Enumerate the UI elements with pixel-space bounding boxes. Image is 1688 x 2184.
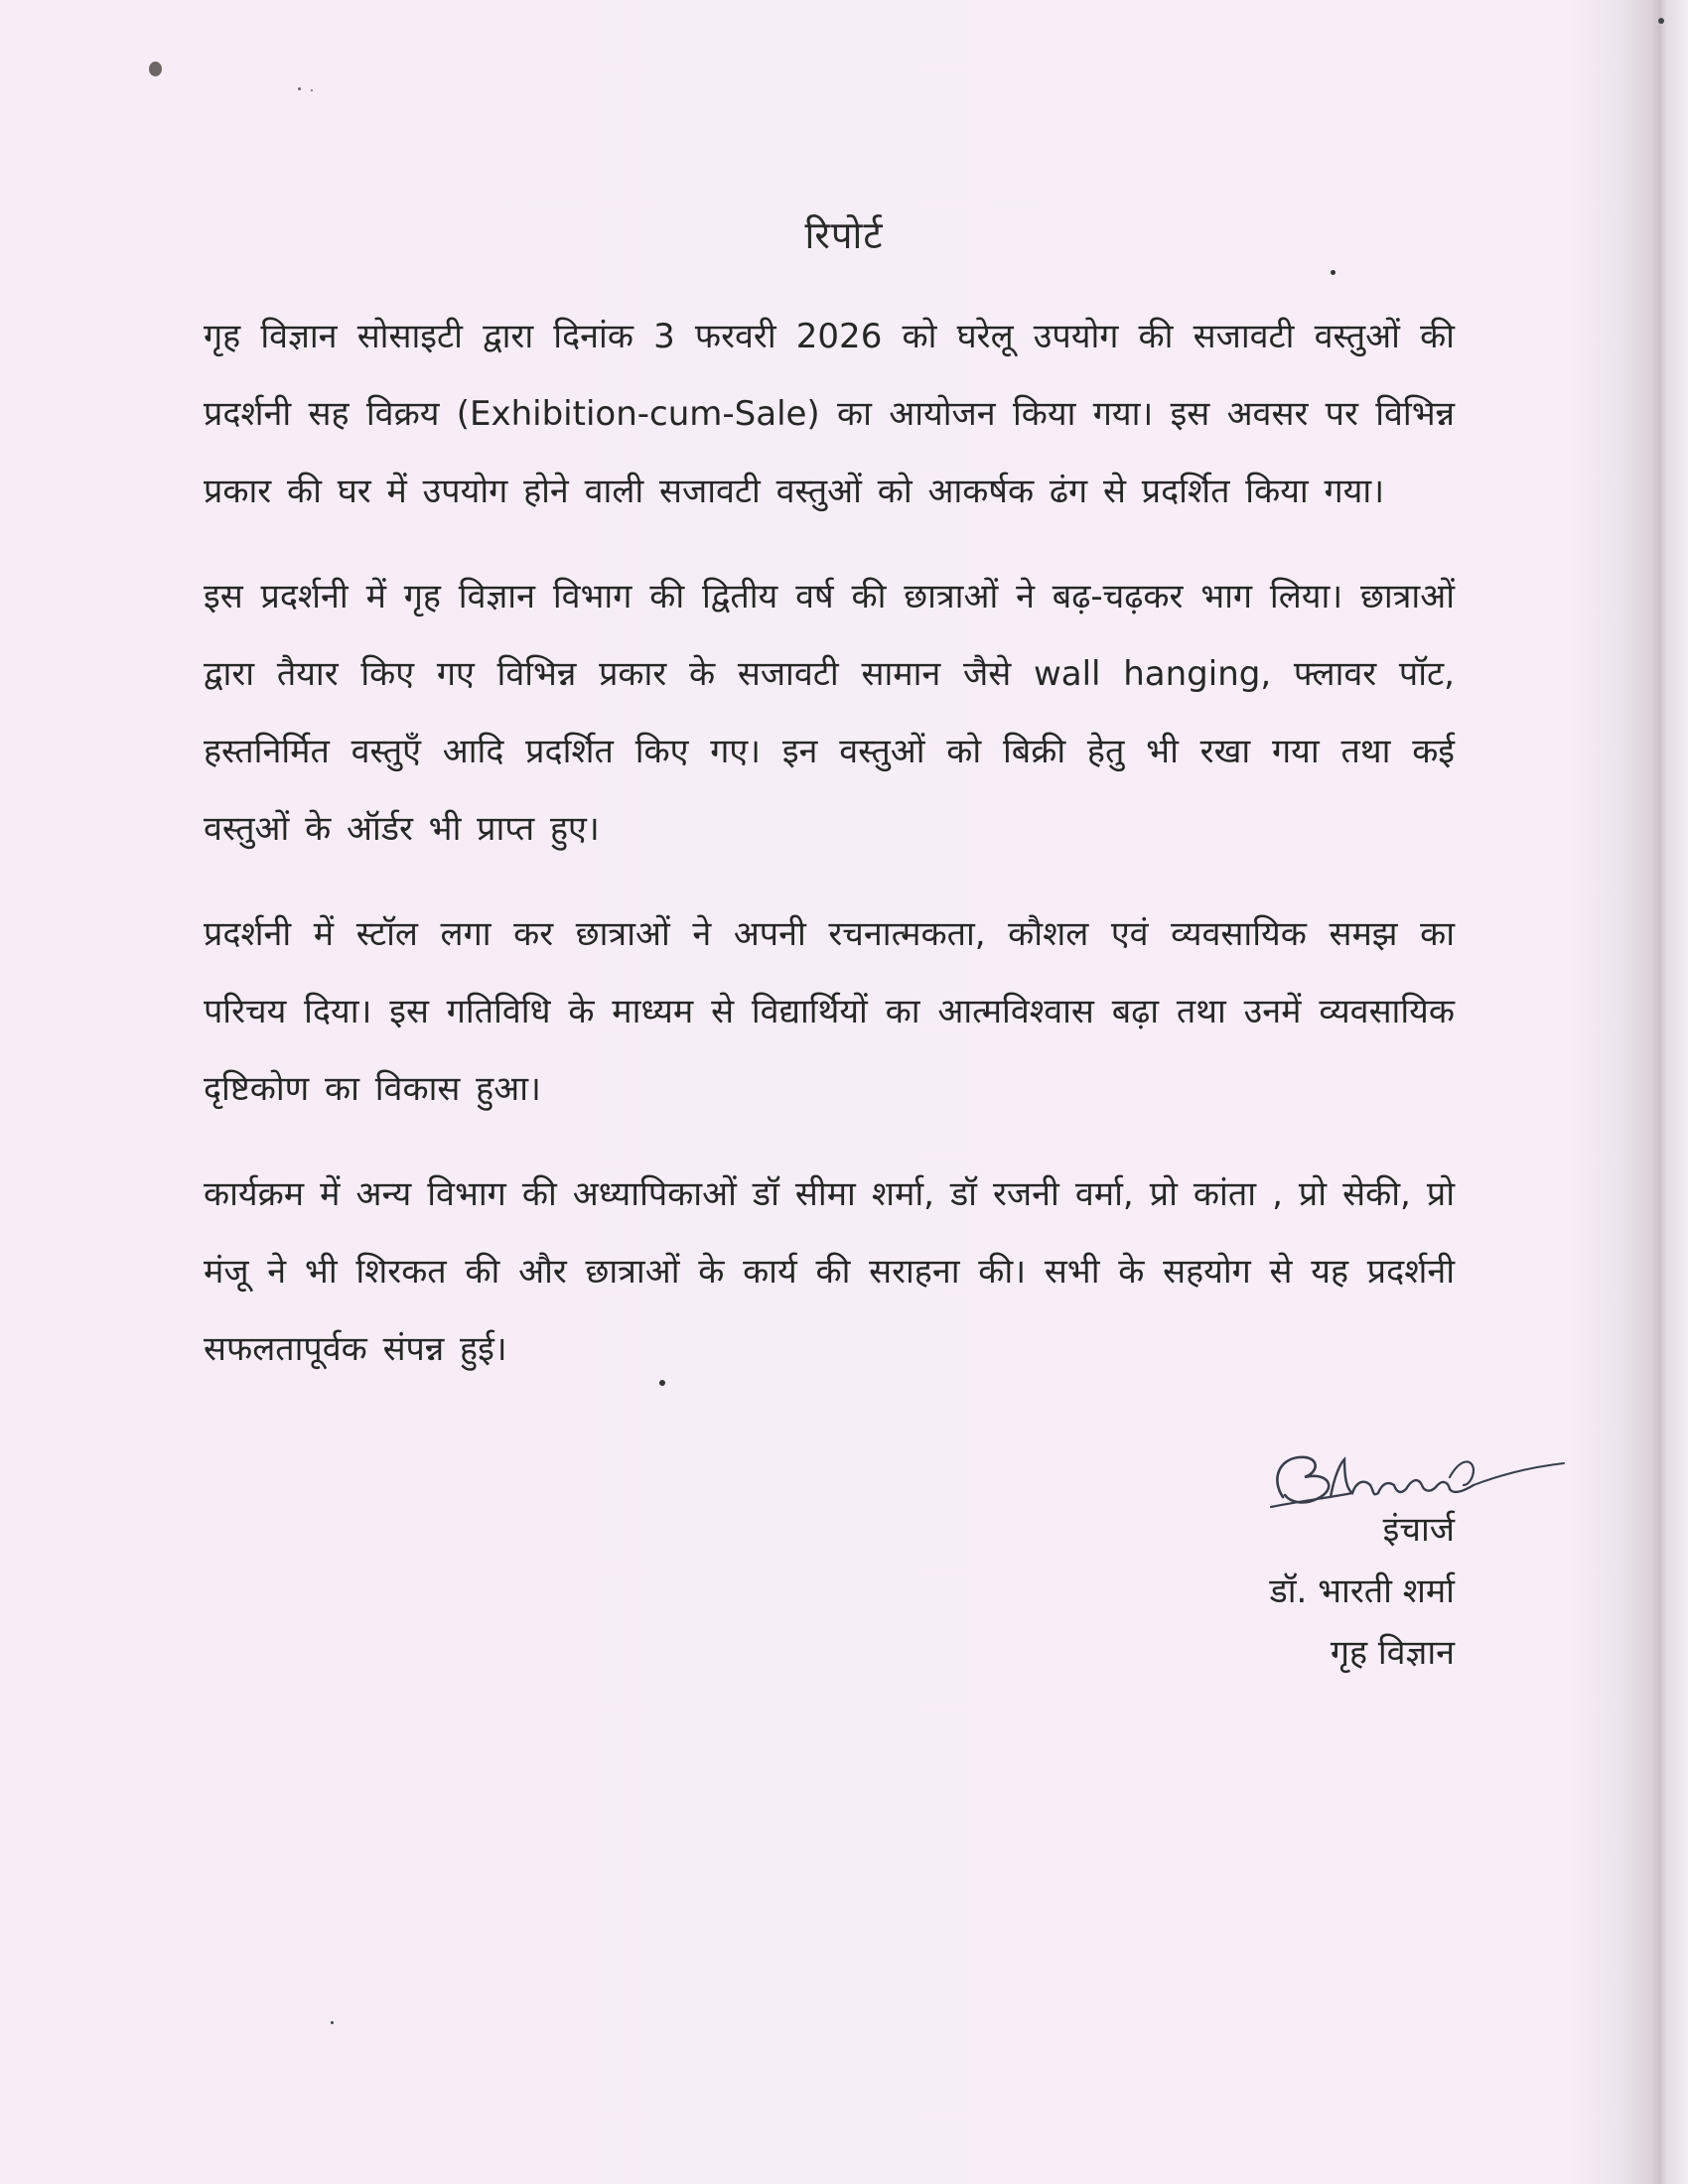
signature-block: [1270, 1499, 1455, 1684]
paper-speck: [331, 2021, 334, 2024]
signatory-department: गृह विज्ञान: [1330, 1633, 1455, 1673]
paper-speck: [1658, 18, 1664, 24]
report-body: [204, 298, 1455, 1416]
paper-speck: [1331, 270, 1336, 275]
paragraph-4: कार्यक्रम में अन्य विभाग की अध्यापिकाओं डॉ सीमा शर्मा, डॉ रजनी वर्मा, प्रो कांता , प्रो सेकी, प्रो मंजू ने भी शिरकत की और छात्राओं के कार्य की सराहना की। सभी के सहयोग से यह प्रदर्शनी सफलतापूर्वक संपन्न हुई।: [204, 1174, 1455, 1369]
paragraph-3: प्रदर्शनी में स्टॉल लगा कर छात्राओं ने अपनी रचनात्मकता, कौशल एवं व्यवसायिक समझ का परिचय दिया। इस गतिविधि के माध्यम से विद्यार्थियों का आत्मविश्वास बढ़ा तथा उनमें व्यवसायिक दृष्टिकोण का विकास हुआ।: [204, 914, 1455, 1109]
paragraph-1: गृह विज्ञान सोसाइटी द्वारा दिनांक 3 फरवरी 2026 को घरेलू उपयोग की सजावटी वस्तुओं की प्रदर्शनी सह विक्रय (Exhibition-cum-Sale) का आयोजन किया गया। इस अवसर पर विभिन्न प्रकार की घर में उपयोग होने वाली सजावटी वस्तुओं को आकर्षक ढंग से प्रदर्शित किया गया।: [204, 317, 1455, 511]
paper-speck: [311, 89, 313, 91]
paper-speck: [298, 87, 301, 90]
signatory-role: इंचार्ज: [1382, 1510, 1455, 1550]
signatory-name: डॉ. भारती शर्मा: [1269, 1571, 1455, 1611]
paragraph-2: इस प्रदर्शनी में गृह विज्ञान विभाग की द्वितीय वर्ष की छात्राओं ने बढ़-चढ़कर भाग लिया। छात्राओं द्वारा तैयार किए गए विभिन्न प्रकार के सजावटी सामान जैसे wall hanging, फ्लावर पॉट, हस्तनिर्मित वस्तुएँ आदि प्रदर्शित किए गए। इन वस्तुओं को बिक्री हेतु भी रखा गया तथा कई वस्तुओं के ऑर्डर भी प्राप्त हुए।: [204, 577, 1455, 849]
report-title: रिपोर्ट: [804, 213, 884, 257]
paper-speck: [149, 62, 162, 76]
page-edge-shadow: [1652, 0, 1666, 2184]
